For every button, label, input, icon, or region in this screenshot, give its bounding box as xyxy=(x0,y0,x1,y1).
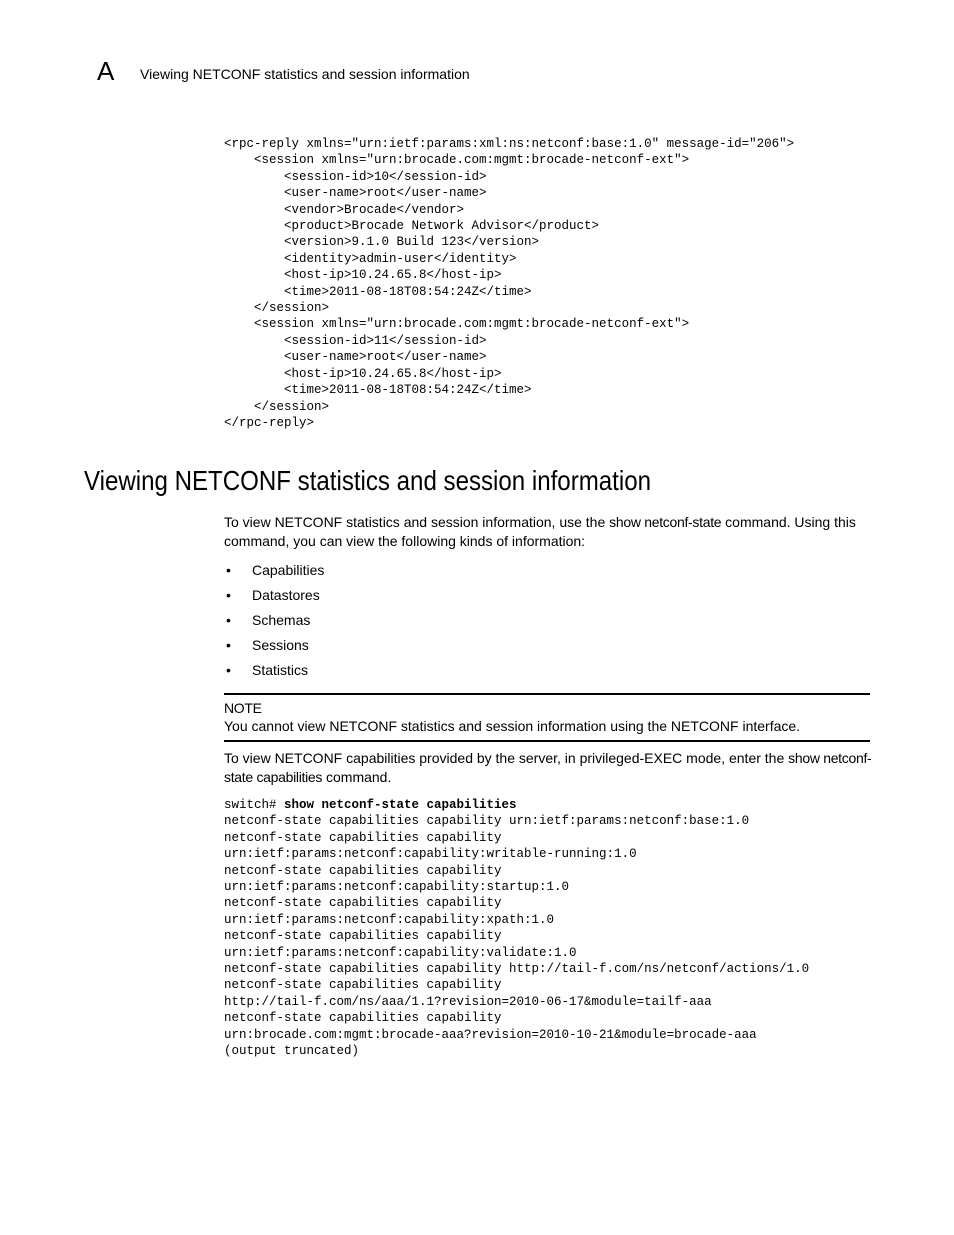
list-item-label: Statistics xyxy=(252,662,309,678)
list-item-label: Datastores xyxy=(252,587,320,603)
list-item xyxy=(224,634,324,659)
code-line: <user-name>root</user-name> xyxy=(224,186,487,201)
code-line: netconf-state capabilities capability xyxy=(224,1011,502,1026)
para2-text-before: To view NETCONF capabilities provided by the server, in privileged-EXEC mode, enter the xyxy=(224,750,789,766)
code-line: <user-name>root</user-name> xyxy=(224,350,487,365)
code-line: netconf-state capabilities capability xyxy=(224,978,502,993)
code-line: <rpc-reply xmlns="urn:ietf:params:xml:ns:netconf:base:1.0" message-id="206"> xyxy=(224,137,795,151)
code-line: <time>2011-08-18T08:54:24Z</time> xyxy=(224,383,532,398)
note-box xyxy=(224,693,870,742)
intro-paragraph xyxy=(224,513,874,551)
bullet-icon: • xyxy=(226,562,231,578)
cli-prompt: switch# xyxy=(224,798,285,812)
note-text: You cannot view NETCONF statistics and session information using the NETCONF interface. xyxy=(224,718,801,734)
info-kinds-list xyxy=(224,559,324,684)
code-line: urn:ietf:params:netconf:capability:writable-running:1.0 xyxy=(224,847,637,862)
list-item xyxy=(224,659,324,684)
code-line: <time>2011-08-18T08:54:24Z</time> xyxy=(224,284,532,299)
code-line: <host-ip>10.24.65.8</host-ip> xyxy=(224,366,502,381)
cli-command: show netconf-state capabilities xyxy=(284,798,517,812)
list-item xyxy=(224,584,324,609)
code-line: netconf-state capabilities capability xyxy=(224,830,502,845)
intro-text-after: command. Using this command, you can view the following kinds of information: xyxy=(224,514,856,549)
para2-text-after: command. xyxy=(322,769,392,785)
capabilities-output-code-block xyxy=(224,797,809,1060)
code-line: <host-ip>10.24.65.8</host-ip> xyxy=(224,268,502,283)
list-item xyxy=(224,559,324,584)
code-line: urn:ietf:params:netconf:capability:xpath:1.0 xyxy=(224,912,555,927)
code-line: urn:brocade.com:mgmt:brocade-aaa?revision=2010-10-21&module=brocade-aaa xyxy=(224,1027,757,1042)
chapter-letter: A xyxy=(97,56,115,86)
list-item xyxy=(224,609,324,634)
bullet-icon: • xyxy=(226,662,231,678)
list-item-label: Sessions xyxy=(252,637,309,653)
code-line: <product>Brocade Network Advisor</product> xyxy=(224,219,600,234)
code-line: <session-id>11</session-id> xyxy=(224,333,487,348)
code-line: netconf-state capabilities capability http://tail-f.com/ns/netconf/actions/1.0 xyxy=(224,962,810,977)
code-line: netconf-state capabilities capability urn:ietf:params:netconf:base:1.0 xyxy=(224,814,750,829)
code-line: (output truncated) xyxy=(224,1044,360,1059)
code-line: <vendor>Brocade</vendor> xyxy=(224,202,465,217)
code-line: </session> xyxy=(224,399,330,414)
code-line: </rpc-reply> xyxy=(224,415,315,430)
rpc-reply-code-block xyxy=(224,136,794,431)
code-line: netconf-state capabilities capability xyxy=(224,863,502,878)
code-line: <session-id>10</session-id> xyxy=(224,169,487,184)
bullet-icon: • xyxy=(226,587,231,603)
code-line: <session xmlns="urn:brocade.com:mgmt:brocade-netconf-ext"> xyxy=(224,153,690,168)
code-line: <session xmlns="urn:brocade.com:mgmt:brocade-netconf-ext"> xyxy=(224,317,690,332)
code-line: netconf-state capabilities capability xyxy=(224,929,502,944)
list-item-label: Capabilities xyxy=(252,562,325,578)
para2-command: show netconf-state capabilities xyxy=(224,750,872,785)
code-line: urn:ietf:params:netconf:capability:validate:1.0 xyxy=(224,945,577,960)
code-line: http://tail-f.com/ns/aaa/1.1?revision=2010-06-17&module=tailf-aaa xyxy=(224,994,712,1009)
bullet-icon: • xyxy=(226,637,231,653)
bullet-icon: • xyxy=(226,612,231,628)
note-label: NOTE xyxy=(224,700,262,716)
section-title: Viewing NETCONF statistics and session information xyxy=(84,465,651,496)
capabilities-paragraph xyxy=(224,749,874,787)
running-header-title: Viewing NETCONF statistics and session information xyxy=(140,66,470,82)
code-line: urn:ietf:params:netconf:capability:startup:1.0 xyxy=(224,880,570,895)
code-line: <version>9.1.0 Build 123</version> xyxy=(224,235,540,250)
intro-text-before: To view NETCONF statistics and session information, use the xyxy=(224,514,610,530)
code-line: </session> xyxy=(224,301,330,316)
code-line: netconf-state capabilities capability xyxy=(224,896,502,911)
code-line: <identity>admin-user</identity> xyxy=(224,251,517,266)
intro-command: show netconf-state xyxy=(609,514,722,530)
list-item-label: Schemas xyxy=(252,612,311,628)
